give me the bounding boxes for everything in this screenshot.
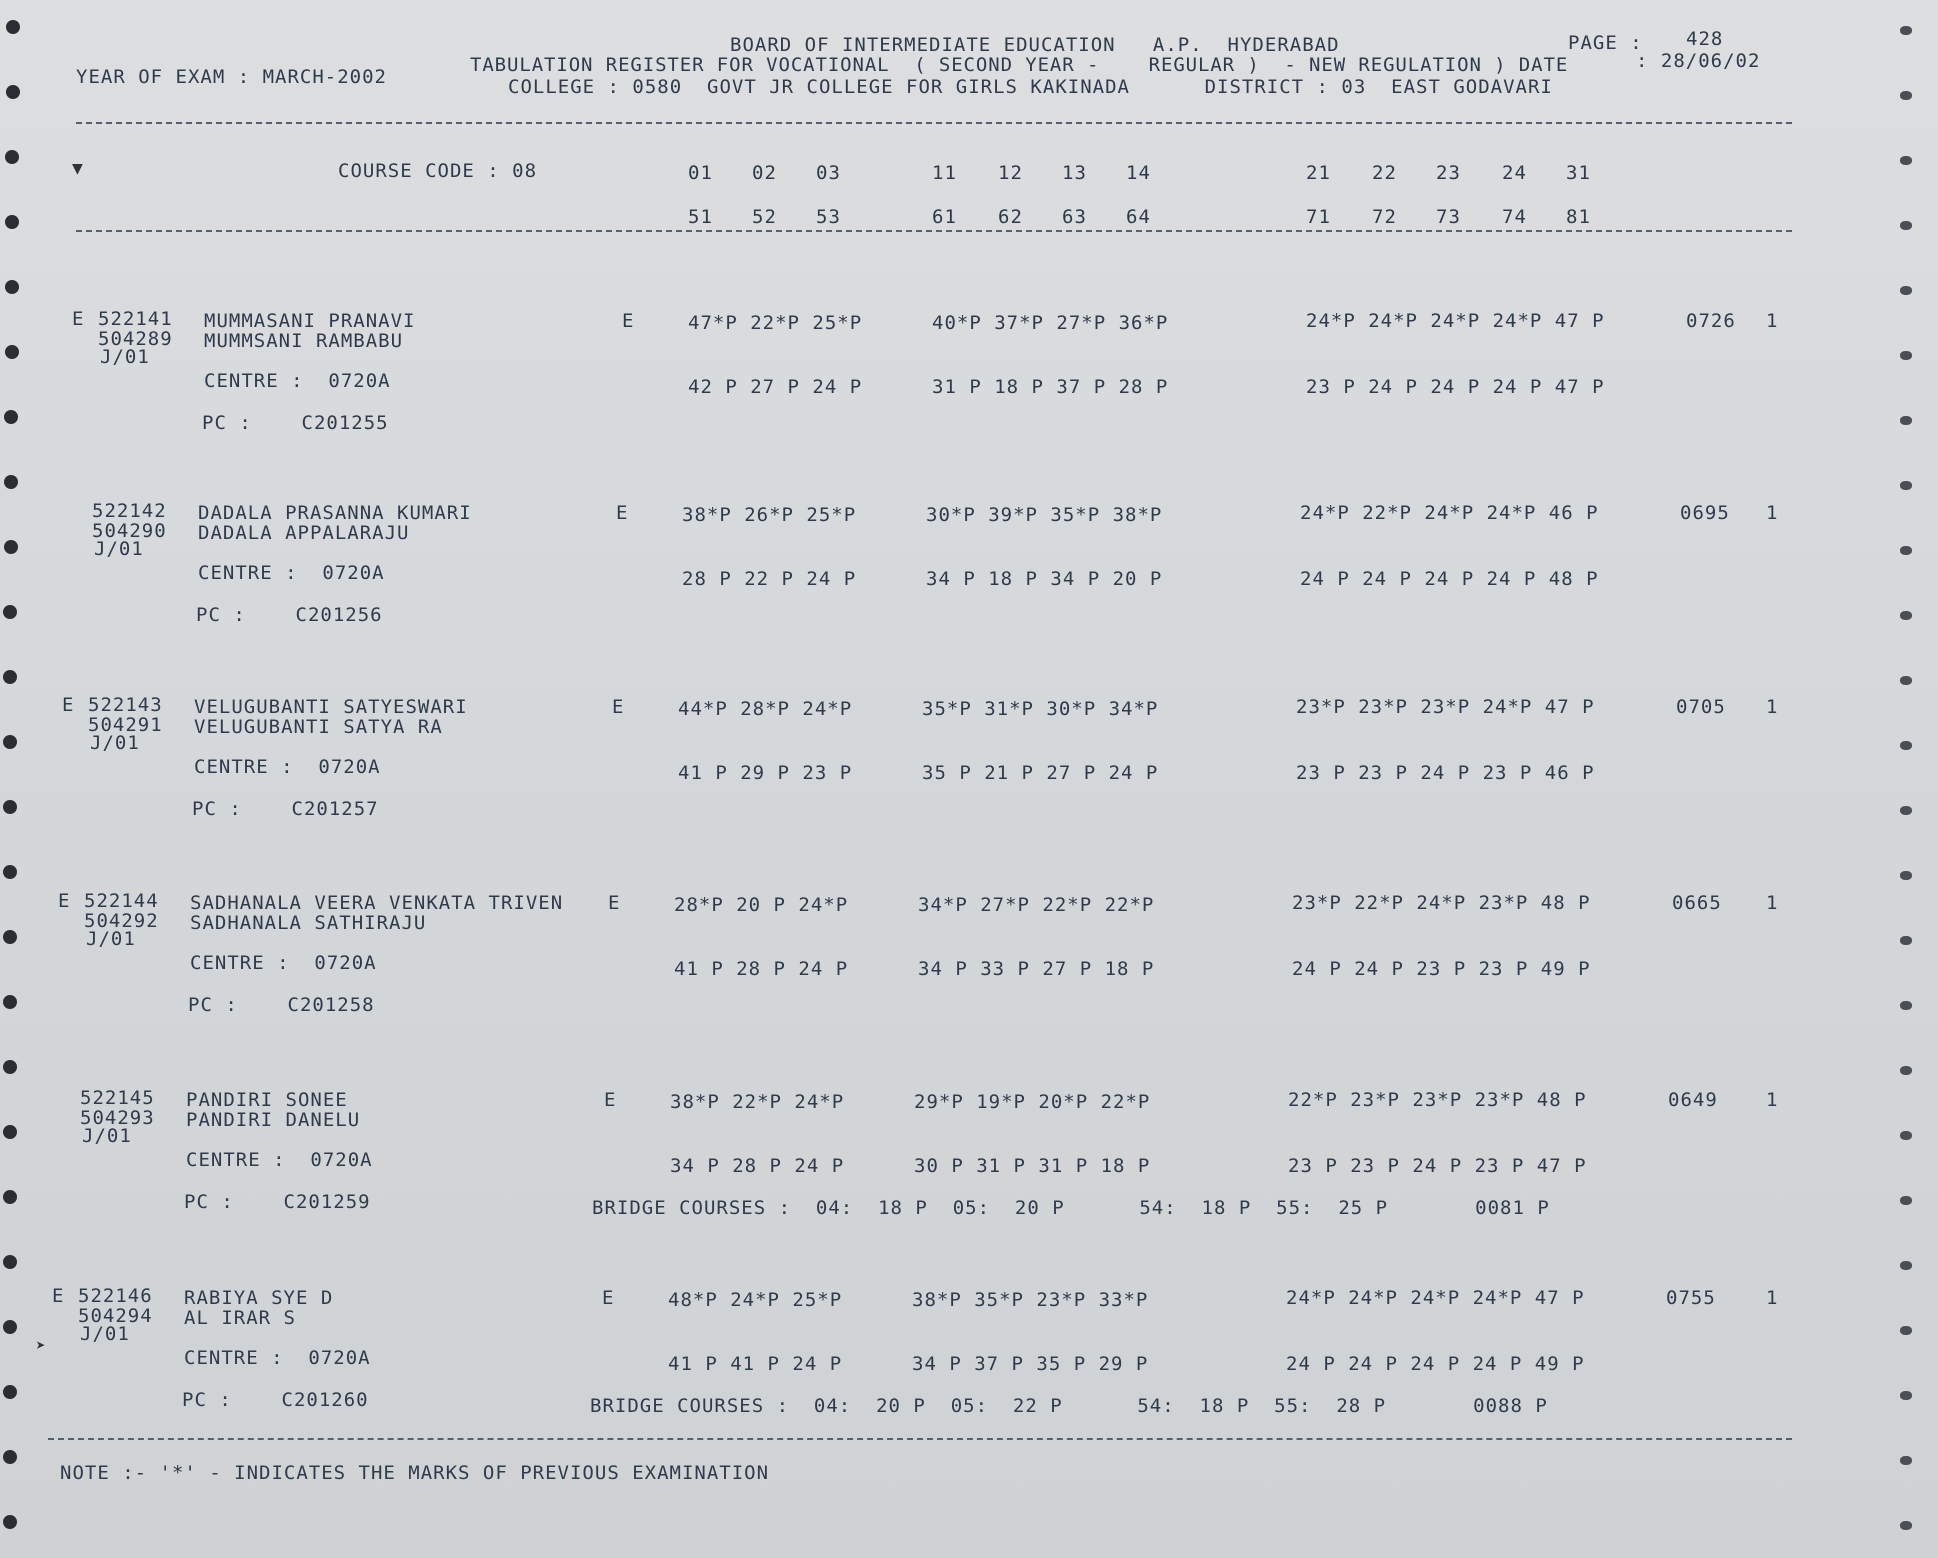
codes-rule bbox=[76, 230, 1792, 232]
marks-second-year-part2: 34 P 37 P 35 P 29 P bbox=[912, 1353, 1149, 1375]
marks-first-year-part1: 38*P 22*P 24*P bbox=[670, 1091, 845, 1113]
serial-number: 504294 bbox=[78, 1305, 153, 1327]
marks-first-year-part1: 28*P 20 P 24*P bbox=[674, 894, 849, 916]
marks-second-year-part3: 23 P 23 P 24 P 23 P 46 P bbox=[1296, 762, 1595, 784]
group-code: J/01 bbox=[94, 538, 144, 560]
grand-total: 0705 bbox=[1676, 696, 1726, 718]
student-name: DADALA PRASANNA KUMARI bbox=[198, 502, 472, 524]
result-division: 1 bbox=[1766, 1089, 1779, 1111]
subject-code: 13 bbox=[1062, 162, 1087, 184]
feed-hole bbox=[6, 20, 20, 34]
marks-first-year-part2: 30*P 39*P 35*P 38*P bbox=[926, 504, 1163, 526]
subject-code: 31 bbox=[1566, 162, 1591, 184]
marks-second-year-part1: 41 P 41 P 24 P bbox=[668, 1353, 843, 1375]
date-value: : 28/06/02 bbox=[1636, 50, 1761, 72]
marks-second-year-part2: 30 P 31 P 31 P 18 P bbox=[914, 1155, 1151, 1177]
serial-number: 504293 bbox=[80, 1107, 155, 1129]
header-register-title: TABULATION REGISTER FOR VOCATIONAL ( SECOND YEAR - REGULAR ) - NEW REGULATION ) DATE bbox=[470, 54, 1569, 76]
marks-second-year-part3: 23 P 24 P 24 P 24 P 47 P bbox=[1306, 376, 1605, 398]
medium-code: E bbox=[604, 1089, 617, 1111]
group-code: J/01 bbox=[80, 1323, 130, 1345]
feed-hole bbox=[1900, 1326, 1912, 1335]
marks-first-year-part1: 47*P 22*P 25*P bbox=[688, 312, 863, 334]
marks-first-year-part2: 34*P 27*P 22*P 22*P bbox=[918, 894, 1155, 916]
grand-total: 0755 bbox=[1666, 1287, 1716, 1309]
feed-hole bbox=[1900, 546, 1912, 555]
group-code: J/01 bbox=[100, 346, 150, 368]
parent-name: MUMMSANI RAMBABU bbox=[204, 330, 404, 352]
subject-code: 74 bbox=[1502, 206, 1527, 228]
serial-number: 504290 bbox=[92, 520, 167, 542]
parent-name: PANDIRI DANELU bbox=[186, 1109, 361, 1131]
feed-hole bbox=[4, 475, 18, 489]
hall-ticket-number: 522144 bbox=[84, 890, 159, 912]
feed-hole bbox=[1900, 936, 1912, 945]
grand-total: 0649 bbox=[1668, 1089, 1718, 1111]
feed-hole bbox=[5, 215, 19, 229]
result-division: 1 bbox=[1766, 1287, 1779, 1309]
feed-hole bbox=[1900, 1196, 1912, 1205]
feed-hole bbox=[1900, 26, 1912, 35]
marks-second-year-part3: 23 P 23 P 24 P 23 P 47 P bbox=[1288, 1155, 1587, 1177]
marks-first-year-part3: 24*P 22*P 24*P 24*P 46 P bbox=[1300, 502, 1599, 524]
feed-hole bbox=[1900, 806, 1912, 815]
hall-ticket-number: 522145 bbox=[80, 1087, 155, 1109]
arrow-mark: ➤ bbox=[36, 1336, 46, 1355]
result-division: 1 bbox=[1766, 502, 1779, 524]
feed-hole bbox=[5, 280, 19, 294]
feed-hole bbox=[1900, 481, 1912, 490]
grand-total: 0726 bbox=[1686, 310, 1736, 332]
student-name: MUMMASANI PRANAVI bbox=[204, 310, 416, 332]
pc-number: PC : C201259 bbox=[184, 1191, 371, 1213]
marks-second-year-part3: 24 P 24 P 24 P 24 P 49 P bbox=[1286, 1353, 1585, 1375]
grand-total: 0665 bbox=[1672, 892, 1722, 914]
student-name: PANDIRI SONEE bbox=[186, 1089, 348, 1111]
hall-ticket-number: 522146 bbox=[78, 1285, 153, 1307]
hall-ticket-number: 522141 bbox=[98, 308, 173, 330]
subject-code: 61 bbox=[932, 206, 957, 228]
feed-hole bbox=[3, 1255, 17, 1269]
result-division: 1 bbox=[1766, 310, 1779, 332]
bridge-courses: BRIDGE COURSES : 04: 20 P 05: 22 P 54: 18 P 55: 28 P 0088 P bbox=[590, 1395, 1548, 1417]
marks-second-year-part2: 34 P 18 P 34 P 20 P bbox=[926, 568, 1163, 590]
marks-second-year-part1: 34 P 28 P 24 P bbox=[670, 1155, 845, 1177]
pc-number: PC : C201257 bbox=[192, 798, 379, 820]
exam-flag: E bbox=[52, 1285, 65, 1307]
feed-hole bbox=[3, 1320, 17, 1334]
bridge-courses: BRIDGE COURSES : 04: 18 P 05: 20 P 54: 18 P 55: 25 P 0081 P bbox=[592, 1197, 1550, 1219]
group-code: J/01 bbox=[82, 1125, 132, 1147]
grand-total: 0695 bbox=[1680, 502, 1730, 524]
feed-hole bbox=[3, 1060, 17, 1074]
marks-first-year-part2: 35*P 31*P 30*P 34*P bbox=[922, 698, 1159, 720]
group-code: J/01 bbox=[86, 928, 136, 950]
feed-hole bbox=[1900, 1066, 1912, 1075]
serial-number: 504291 bbox=[88, 714, 163, 736]
exam-flag: E bbox=[58, 890, 71, 912]
feed-hole bbox=[3, 735, 17, 749]
year-of-exam: YEAR OF EXAM : MARCH-2002 bbox=[76, 66, 387, 88]
feed-hole bbox=[1900, 676, 1912, 685]
exam-centre: CENTRE : 0720A bbox=[184, 1347, 371, 1369]
feed-hole bbox=[5, 345, 19, 359]
marks-second-year-part1: 28 P 22 P 24 P bbox=[682, 568, 857, 590]
pc-number: PC : C201258 bbox=[188, 994, 375, 1016]
subject-code: 22 bbox=[1372, 162, 1397, 184]
subject-code: 52 bbox=[752, 206, 777, 228]
marks-second-year-part2: 35 P 21 P 27 P 24 P bbox=[922, 762, 1159, 784]
feed-hole bbox=[3, 605, 17, 619]
serial-number: 504292 bbox=[84, 910, 159, 932]
subject-code: 23 bbox=[1436, 162, 1461, 184]
serial-number: 504289 bbox=[98, 328, 173, 350]
marks-second-year-part1: 41 P 28 P 24 P bbox=[674, 958, 849, 980]
feed-hole bbox=[3, 1385, 17, 1399]
subject-code: 53 bbox=[816, 206, 841, 228]
exam-flag: E bbox=[72, 308, 85, 330]
header-college-line: COLLEGE : 0580 GOVT JR COLLEGE FOR GIRLS KAKINADA DISTRICT : 03 EAST GODAVARI bbox=[508, 76, 1553, 98]
feed-hole bbox=[1900, 741, 1912, 750]
feed-hole bbox=[5, 150, 19, 164]
subject-code: 21 bbox=[1306, 162, 1331, 184]
feed-hole bbox=[1900, 1131, 1912, 1140]
parent-name: DADALA APPALARAJU bbox=[198, 522, 410, 544]
marks-second-year-part1: 41 P 29 P 23 P bbox=[678, 762, 853, 784]
marks-first-year-part1: 48*P 24*P 25*P bbox=[668, 1289, 843, 1311]
page-number: 428 bbox=[1686, 28, 1724, 50]
student-name: RABIYA SYE D bbox=[184, 1287, 334, 1309]
feed-hole bbox=[4, 410, 18, 424]
subject-code: 02 bbox=[752, 162, 777, 184]
feed-hole bbox=[1900, 221, 1912, 230]
feed-hole bbox=[1900, 156, 1912, 165]
parent-name: VELUGUBANTI SATYA RA bbox=[194, 716, 443, 738]
pc-number: PC : C201256 bbox=[196, 604, 383, 626]
hall-ticket-number: 522143 bbox=[88, 694, 163, 716]
subject-code: 71 bbox=[1306, 206, 1331, 228]
marks-first-year-part1: 44*P 28*P 24*P bbox=[678, 698, 853, 720]
feed-hole bbox=[1900, 1456, 1912, 1465]
medium-code: E bbox=[602, 1287, 615, 1309]
footnote: NOTE :- '*' - INDICATES THE MARKS OF PREVIOUS EXAMINATION bbox=[60, 1462, 770, 1484]
header-board-title: BOARD OF INTERMEDIATE EDUCATION A.P. HYDERABAD bbox=[730, 34, 1340, 56]
group-code: J/01 bbox=[90, 732, 140, 754]
subject-code: 12 bbox=[998, 162, 1023, 184]
subject-code: 01 bbox=[688, 162, 713, 184]
subject-code: 64 bbox=[1126, 206, 1151, 228]
medium-code: E bbox=[612, 696, 625, 718]
feed-hole bbox=[1900, 91, 1912, 100]
marks-first-year-part1: 38*P 26*P 25*P bbox=[682, 504, 857, 526]
marks-second-year-part3: 24 P 24 P 24 P 24 P 48 P bbox=[1300, 568, 1599, 590]
feed-hole bbox=[6, 85, 20, 99]
feed-hole bbox=[1900, 416, 1912, 425]
feed-hole bbox=[1900, 351, 1912, 360]
marks-second-year-part2: 34 P 33 P 27 P 18 P bbox=[918, 958, 1155, 980]
exam-centre: CENTRE : 0720A bbox=[198, 562, 385, 584]
marks-first-year-part3: 24*P 24*P 24*P 24*P 47 P bbox=[1306, 310, 1605, 332]
subject-code: 03 bbox=[816, 162, 841, 184]
exam-centre: CENTRE : 0720A bbox=[190, 952, 377, 974]
pc-number: PC : C201260 bbox=[182, 1389, 369, 1411]
feed-hole bbox=[3, 1125, 17, 1139]
feed-hole bbox=[3, 865, 17, 879]
feed-hole bbox=[3, 1515, 17, 1529]
result-division: 1 bbox=[1766, 696, 1779, 718]
feed-hole bbox=[1900, 286, 1912, 295]
exam-flag: E bbox=[62, 694, 75, 716]
marks-first-year-part2: 38*P 35*P 23*P 33*P bbox=[912, 1289, 1149, 1311]
feed-hole bbox=[1900, 1391, 1912, 1400]
marks-first-year-part2: 40*P 37*P 27*P 36*P bbox=[932, 312, 1169, 334]
result-division: 1 bbox=[1766, 892, 1779, 914]
medium-code: E bbox=[622, 310, 635, 332]
marks-first-year-part3: 22*P 23*P 23*P 23*P 48 P bbox=[1288, 1089, 1587, 1111]
marks-first-year-part3: 23*P 23*P 23*P 24*P 47 P bbox=[1296, 696, 1595, 718]
subject-code: 81 bbox=[1566, 206, 1591, 228]
marks-first-year-part2: 29*P 19*P 20*P 22*P bbox=[914, 1091, 1151, 1113]
subject-code: 24 bbox=[1502, 162, 1527, 184]
student-name: VELUGUBANTI SATYESWARI bbox=[194, 696, 468, 718]
subject-code: 14 bbox=[1126, 162, 1151, 184]
feed-hole bbox=[1900, 1261, 1912, 1270]
subject-code: 73 bbox=[1436, 206, 1461, 228]
exam-centre: CENTRE : 0720A bbox=[194, 756, 381, 778]
feed-hole bbox=[1900, 1521, 1912, 1530]
subject-code: 11 bbox=[932, 162, 957, 184]
feed-hole bbox=[3, 930, 17, 944]
feed-hole bbox=[3, 800, 17, 814]
subject-code: 51 bbox=[688, 206, 713, 228]
marks-second-year-part1: 42 P 27 P 24 P bbox=[688, 376, 863, 398]
feed-hole bbox=[3, 995, 17, 1009]
subject-code: 62 bbox=[998, 206, 1023, 228]
exam-centre: CENTRE : 0720A bbox=[204, 370, 391, 392]
feed-hole bbox=[3, 670, 17, 684]
medium-code: E bbox=[608, 892, 621, 914]
marks-first-year-part3: 23*P 22*P 24*P 23*P 48 P bbox=[1292, 892, 1591, 914]
footer-rule bbox=[48, 1438, 1792, 1440]
student-name: SADHANALA VEERA VENKATA TRIVEN bbox=[190, 892, 564, 914]
marks-second-year-part3: 24 P 24 P 23 P 23 P 49 P bbox=[1292, 958, 1591, 980]
hall-ticket-number: 522142 bbox=[92, 500, 167, 522]
pc-number: PC : C201255 bbox=[202, 412, 389, 434]
course-code: COURSE CODE : 08 bbox=[338, 160, 538, 182]
subject-code: 72 bbox=[1372, 206, 1397, 228]
medium-code: E bbox=[616, 502, 629, 524]
parent-name: AL IRAR S bbox=[184, 1307, 296, 1329]
header-rule bbox=[76, 122, 1792, 124]
feed-hole bbox=[1900, 871, 1912, 880]
star-mark: ▼ bbox=[72, 158, 83, 179]
feed-hole bbox=[4, 540, 18, 554]
parent-name: SADHANALA SATHIRAJU bbox=[190, 912, 427, 934]
feed-hole bbox=[3, 1450, 17, 1464]
page-label: PAGE : bbox=[1568, 32, 1643, 54]
feed-hole bbox=[1900, 611, 1912, 620]
feed-hole bbox=[1900, 1001, 1912, 1010]
marks-second-year-part2: 31 P 18 P 37 P 28 P bbox=[932, 376, 1169, 398]
exam-centre: CENTRE : 0720A bbox=[186, 1149, 373, 1171]
feed-hole bbox=[3, 1190, 17, 1204]
marks-first-year-part3: 24*P 24*P 24*P 24*P 47 P bbox=[1286, 1287, 1585, 1309]
subject-code: 63 bbox=[1062, 206, 1087, 228]
